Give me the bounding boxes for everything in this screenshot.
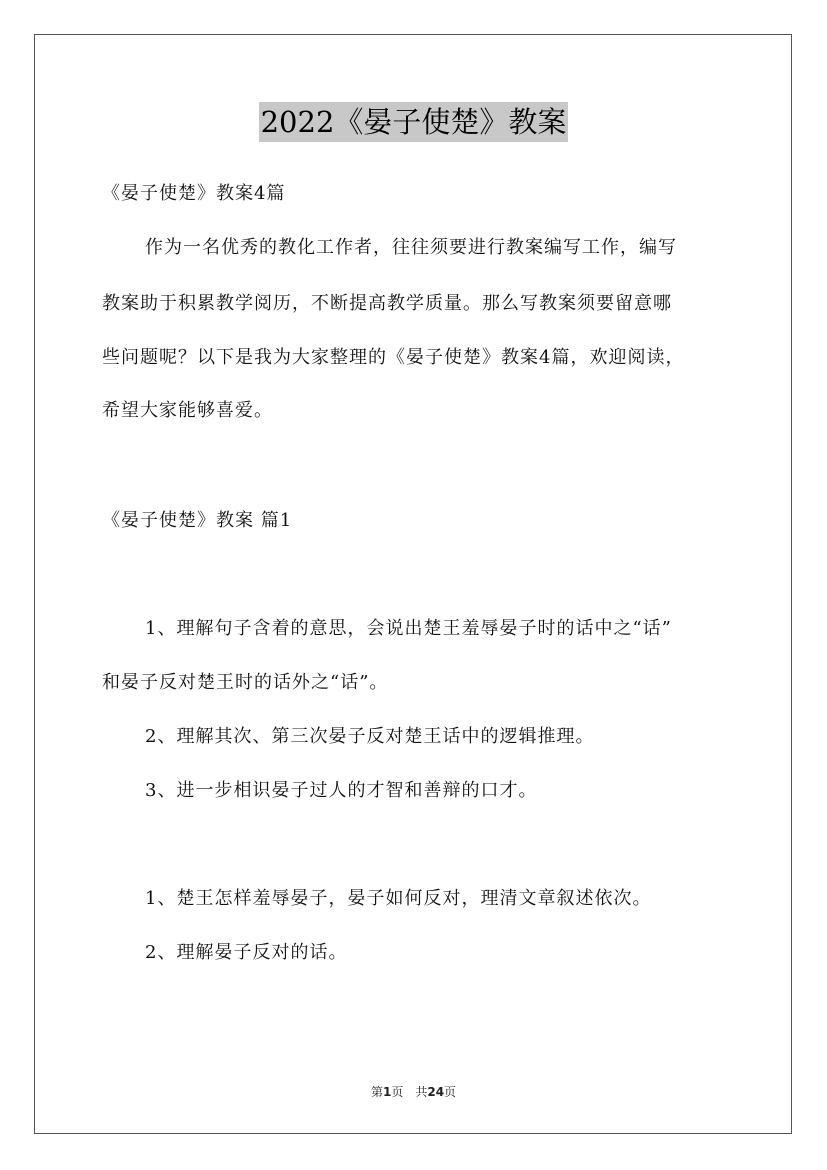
- goal-line: 2、理解其次、第三次晏子反对楚王话中的逻辑推理。: [145, 726, 595, 747]
- key-point-line: 2、理解晏子反对的话。: [145, 942, 348, 963]
- key-point-line: 1、楚王怎样羞辱晏子，晏子如何反对，理清文章叙述依次。: [145, 888, 652, 909]
- page-suffix: 页: [391, 1085, 404, 1099]
- total-prefix: 共: [415, 1085, 428, 1099]
- document-subtitle: 《晏子使楚》教案4篇: [102, 183, 286, 204]
- intro-line: 教案助于积累教学阅历，不断提高教学质量。那么写教案须要留意哪: [102, 293, 672, 314]
- goal-line: 和晏子反对楚王时的话外之“话”。: [102, 672, 389, 693]
- title-container: [0, 102, 827, 142]
- intro-line: 作为一名优秀的教化工作者，往往须要进行教案编写工作，编写: [145, 237, 677, 258]
- goal-line: 1、理解句子含着的意思，会说出楚王羞辱晏子时的话中之“话”: [145, 618, 672, 639]
- page-prefix: 第: [370, 1085, 383, 1099]
- intro-line: 希望大家能够喜爱。: [102, 400, 273, 421]
- intro-line: 些问题呢？以下是我为大家整理的《晏子使楚》教案4篇，欢迎阅读，: [102, 347, 685, 368]
- document-title: 2022《晏子使楚》教案: [259, 102, 569, 142]
- goal-line: 3、进一步相识晏子过人的才智和善辩的口才。: [145, 780, 538, 801]
- total-page-count: 24: [427, 1085, 445, 1099]
- total-suffix: 页: [444, 1085, 457, 1099]
- page-footer: [0, 1084, 827, 1100]
- section-heading: 《晏子使楚》教案 篇1: [102, 510, 293, 531]
- current-page-number: 1: [382, 1085, 392, 1099]
